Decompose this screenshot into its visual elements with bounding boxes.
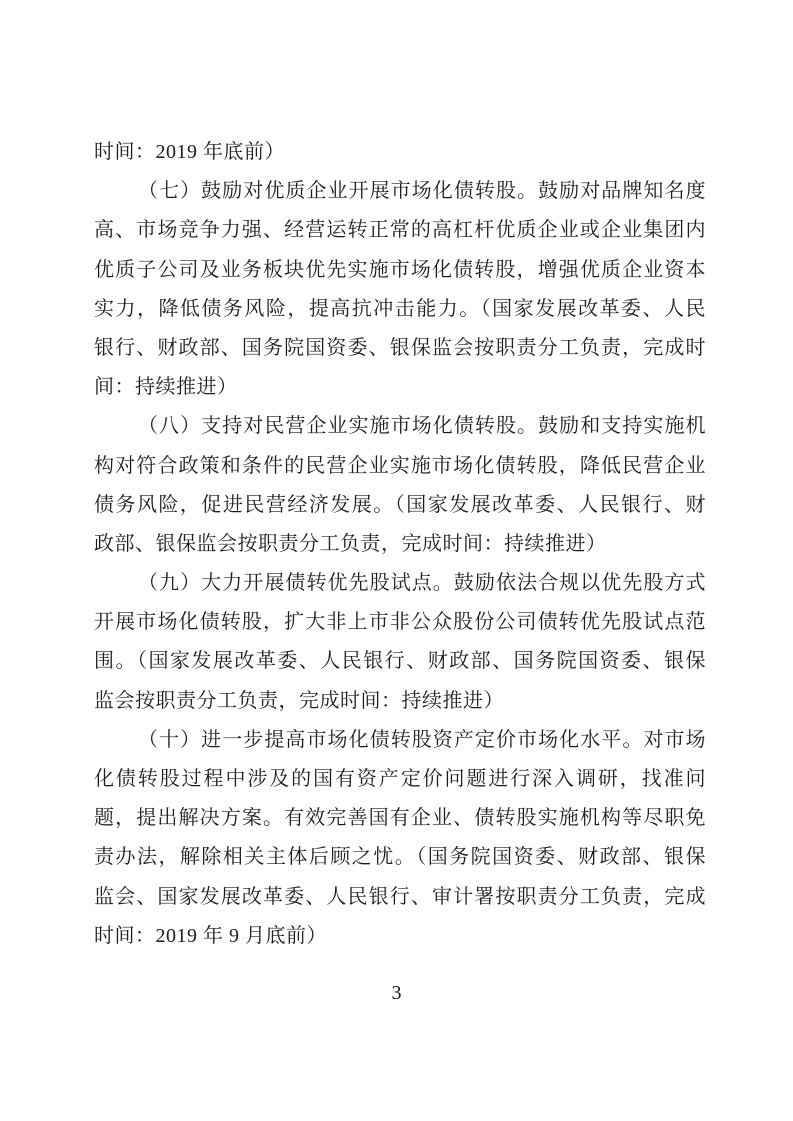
text-line: 时间：2019 年 9 月底前） (94, 924, 327, 947)
text-line: 监会按职责分工负责，完成时间：持续推进） (94, 689, 504, 712)
page-number: 3 (391, 982, 402, 1004)
text-line: 时间：2019 年底前） (94, 141, 285, 163)
text-line: （八）支持对民营企业实施市场化债转股。鼓励和支持实施机 (138, 415, 706, 438)
text-line: 监会、国家发展改革委、人民银行、审计署按职责分工负责，完成 (94, 885, 706, 908)
text-line: 构对符合政策和条件的民营企业实施市场化债转股，降低民营企业 (94, 454, 706, 477)
text-line: 优质子公司及业务板块优先实施市场化债转股，增强优质企业资本 (94, 258, 706, 281)
text-line: 化债转股过程中涉及的国有资产定价问题进行深入调研，找准问 (94, 768, 706, 790)
text-line: 实力，降低债务风险，提高抗冲击能力。（国家发展改革委、人民 (94, 297, 706, 320)
text-line: 高、市场竞争力强、经营运转正常的高杠杆优质企业或企业集团内 (94, 219, 706, 242)
text-line: 政部、银保监会按职责分工负责，完成时间：持续推进） (94, 532, 607, 555)
text-line: 间：持续推进） (94, 376, 238, 399)
text-line: （十）进一步提高市场化债转股资产定价市场化水平。对市场 (138, 728, 706, 751)
text-line: 责办法，解除相关主体后顾之忧。（国务院国资委、财政部、银保 (94, 846, 706, 869)
text-line: （七）鼓励对优质企业开展市场化债转股。鼓励对品牌知名度 (138, 180, 706, 203)
text-line: 债务风险，促进民营经济发展。（国家发展改革委、人民银行、财 (94, 493, 706, 516)
text-line: 银行、财政部、国务院国资委、银保监会按职责分工负责，完成时 (94, 336, 706, 359)
text-line: 围。（国家发展改革委、人民银行、财政部、国务院国资委、银保 (94, 650, 706, 673)
text-line: 题，提出解决方案。有效完善国有企业、债转股实施机构等尽职免 (94, 807, 706, 830)
text-block (94, 133, 706, 956)
text-line: 开展市场化债转股，扩大非上市非公众股份公司债转优先股试点范 (94, 611, 706, 634)
text-line: （九）大力开展债转优先股试点。鼓励依法合规以优先股方式 (138, 572, 706, 595)
